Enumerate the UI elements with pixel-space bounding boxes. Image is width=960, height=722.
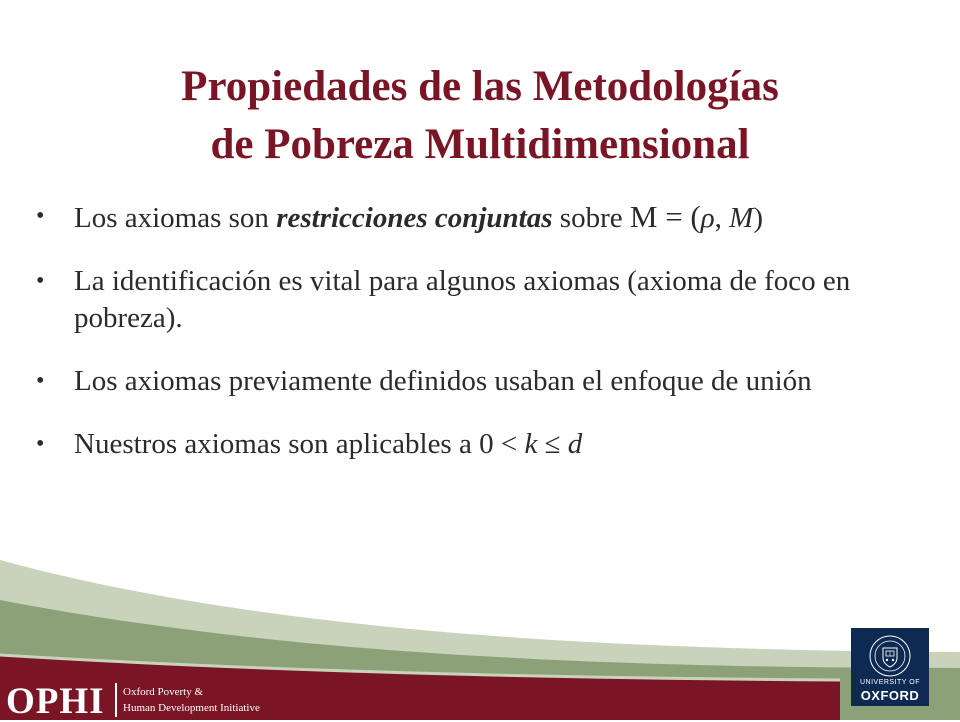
bullet-1-mid: sobre <box>552 202 630 234</box>
bullet-list <box>36 198 916 489</box>
bullet-4-space2 <box>561 428 568 460</box>
bullet-dot-icon: • <box>36 268 45 294</box>
oxford-university-logo <box>851 628 929 706</box>
slide-title-line1: Propiedades de las Metodologías <box>181 63 779 110</box>
bullet-1-comma: , <box>714 202 730 234</box>
bullet-4-d: d <box>567 428 583 460</box>
bullet-1-M-italic: M <box>729 202 754 234</box>
bullet-4-space <box>537 428 544 460</box>
oxford-crest-icon <box>868 634 912 678</box>
slide-title <box>0 58 960 174</box>
bullet-1-pre: Los axiomas son <box>74 202 277 234</box>
bullet-4-k: k <box>524 428 538 460</box>
bullet-1-equals: = ( <box>657 199 701 234</box>
bullet-4-pre: Nuestros axiomas son aplicables a 0 < <box>74 428 525 460</box>
ophi-fullname <box>123 684 260 716</box>
bullet-1-math-M: M <box>629 199 658 234</box>
bullet-dot-icon: • <box>36 203 45 229</box>
oxford-univ-label: UNIVERSITY OF <box>859 679 921 686</box>
bullet-dot-icon: • <box>36 368 45 394</box>
bullet-item-2 <box>36 263 916 337</box>
bullet-item-4 <box>36 426 916 463</box>
bullet-2-text: La identificación es vital para algunos axiomas (axioma de foco en pobreza). <box>74 265 851 334</box>
oxford-name-label: OXFORD <box>860 688 920 703</box>
slide-title-line2: de Pobreza Multidimensional <box>210 121 750 168</box>
ophi-logo: OPHI <box>6 681 105 722</box>
ophi-logo-divider <box>115 683 117 717</box>
ophi-line2: Human Development Initiative <box>123 702 260 714</box>
bullet-1-emphasis: restricciones conjuntas <box>276 202 553 234</box>
bullet-item-3 <box>36 363 916 400</box>
bullet-1-rho: ρ <box>700 202 715 234</box>
bullet-item-1 <box>36 198 916 237</box>
bullet-3-text: Los axiomas previamente definidos usaban el enfoque de unión <box>74 365 812 397</box>
bullet-4-le: ≤ <box>544 428 561 460</box>
ophi-line1: Oxford Poverty & <box>123 686 204 698</box>
bullet-1-close: ) <box>753 202 764 234</box>
bullet-dot-icon: • <box>36 431 45 457</box>
